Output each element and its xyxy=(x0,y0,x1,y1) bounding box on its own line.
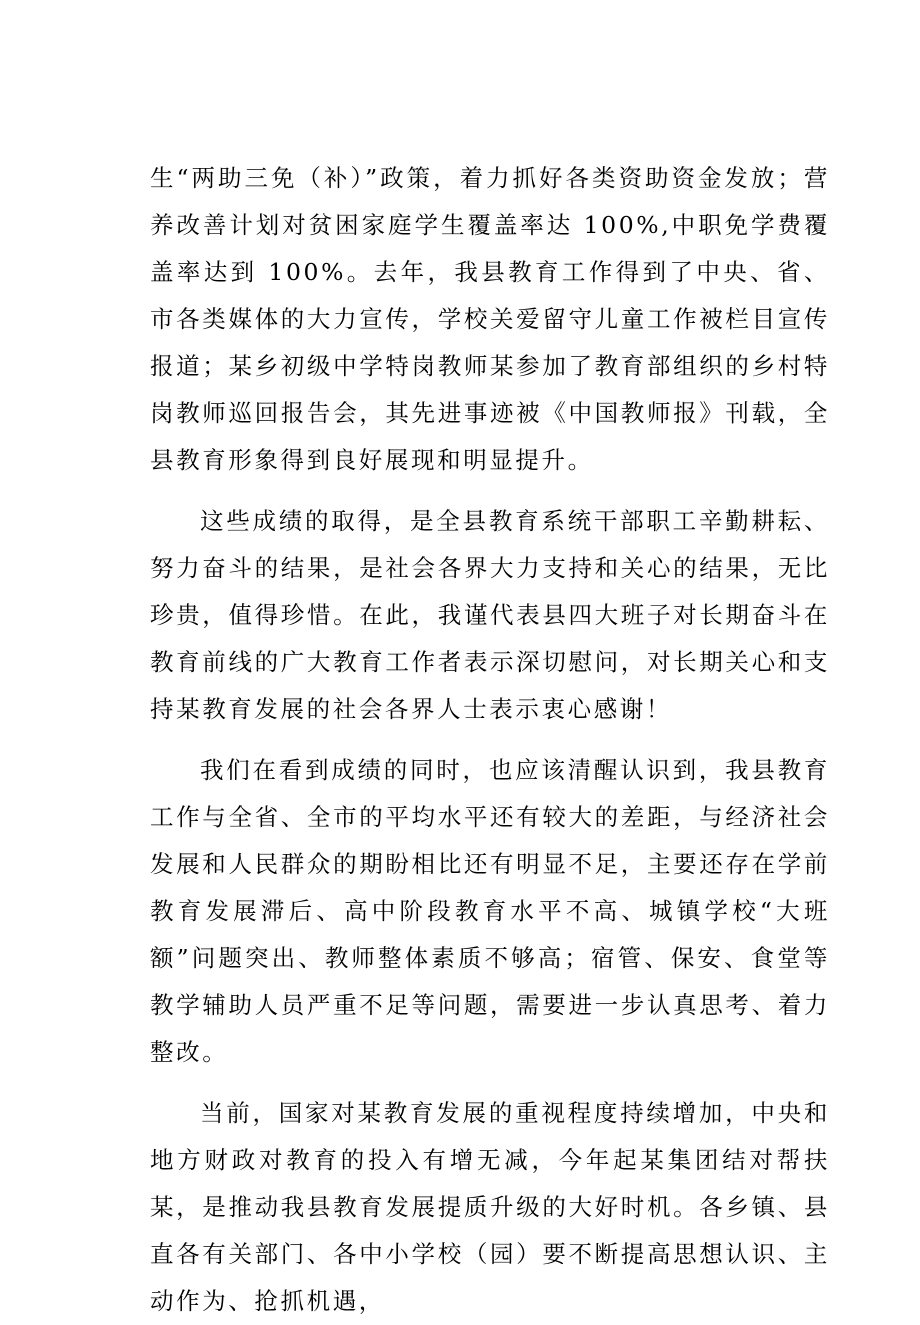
paragraph-opportunity: 当前，国家对某教育发展的重视程度持续增加，中央和地方财政对教育的投入有增无减，今年起某集团结对帮扶某，是推动我县教育发展提质升级的大好时机。各乡镇、县直各有关部门、各中小学校（园）要不断提高思想认识、主动作为、抢抓机遇， xyxy=(150,1099,830,1315)
paragraph-continuation: 生“两助三免（补）”政策，着力抓好各类资助资金发放；营养改善计划对贫困家庭学生覆盖率达 100%,中职免学费覆盖率达到 100%。去年，我县教育工作得到了中央、省、市各类媒体的大力宣传，学校关爱留守儿童工作被栏目宣传报道；某乡初级中学特岗教师某参加了教育部组织的乡村特岗教师巡回报告会，其先进事迹被《中国教师报》刊载，全县教育形象得到良好展现和明显提升。 xyxy=(150,164,830,474)
paragraph-shortcomings: 我们在看到成绩的同时，也应该清醒认识到，我县教育工作与全省、全市的平均水平还有较大的差距，与经济社会发展和人民群众的期盼相比还有明显不足，主要还存在学前教育发展滞后、高中阶段教育水平不高、城镇学校“大班额”问题突出、教师整体素质不够高；宿管、保安、食堂等教学辅助人员严重不足等问题，需要进一步认真思考、着力整改。 xyxy=(150,756,830,1066)
document-body xyxy=(150,155,830,1325)
paragraph-achievements: 这些成绩的取得，是全县教育系统干部职工辛勤耕耘、努力奋斗的结果，是社会各界大力支持和关心的结果，无比珍贵，值得珍惜。在此，我谨代表县四大班子对长期奋斗在教育前线的广大教育工作者表示深切慰问，对长期关心和支持某教育发展的社会各界人士表示衷心感谢！ xyxy=(150,507,830,723)
